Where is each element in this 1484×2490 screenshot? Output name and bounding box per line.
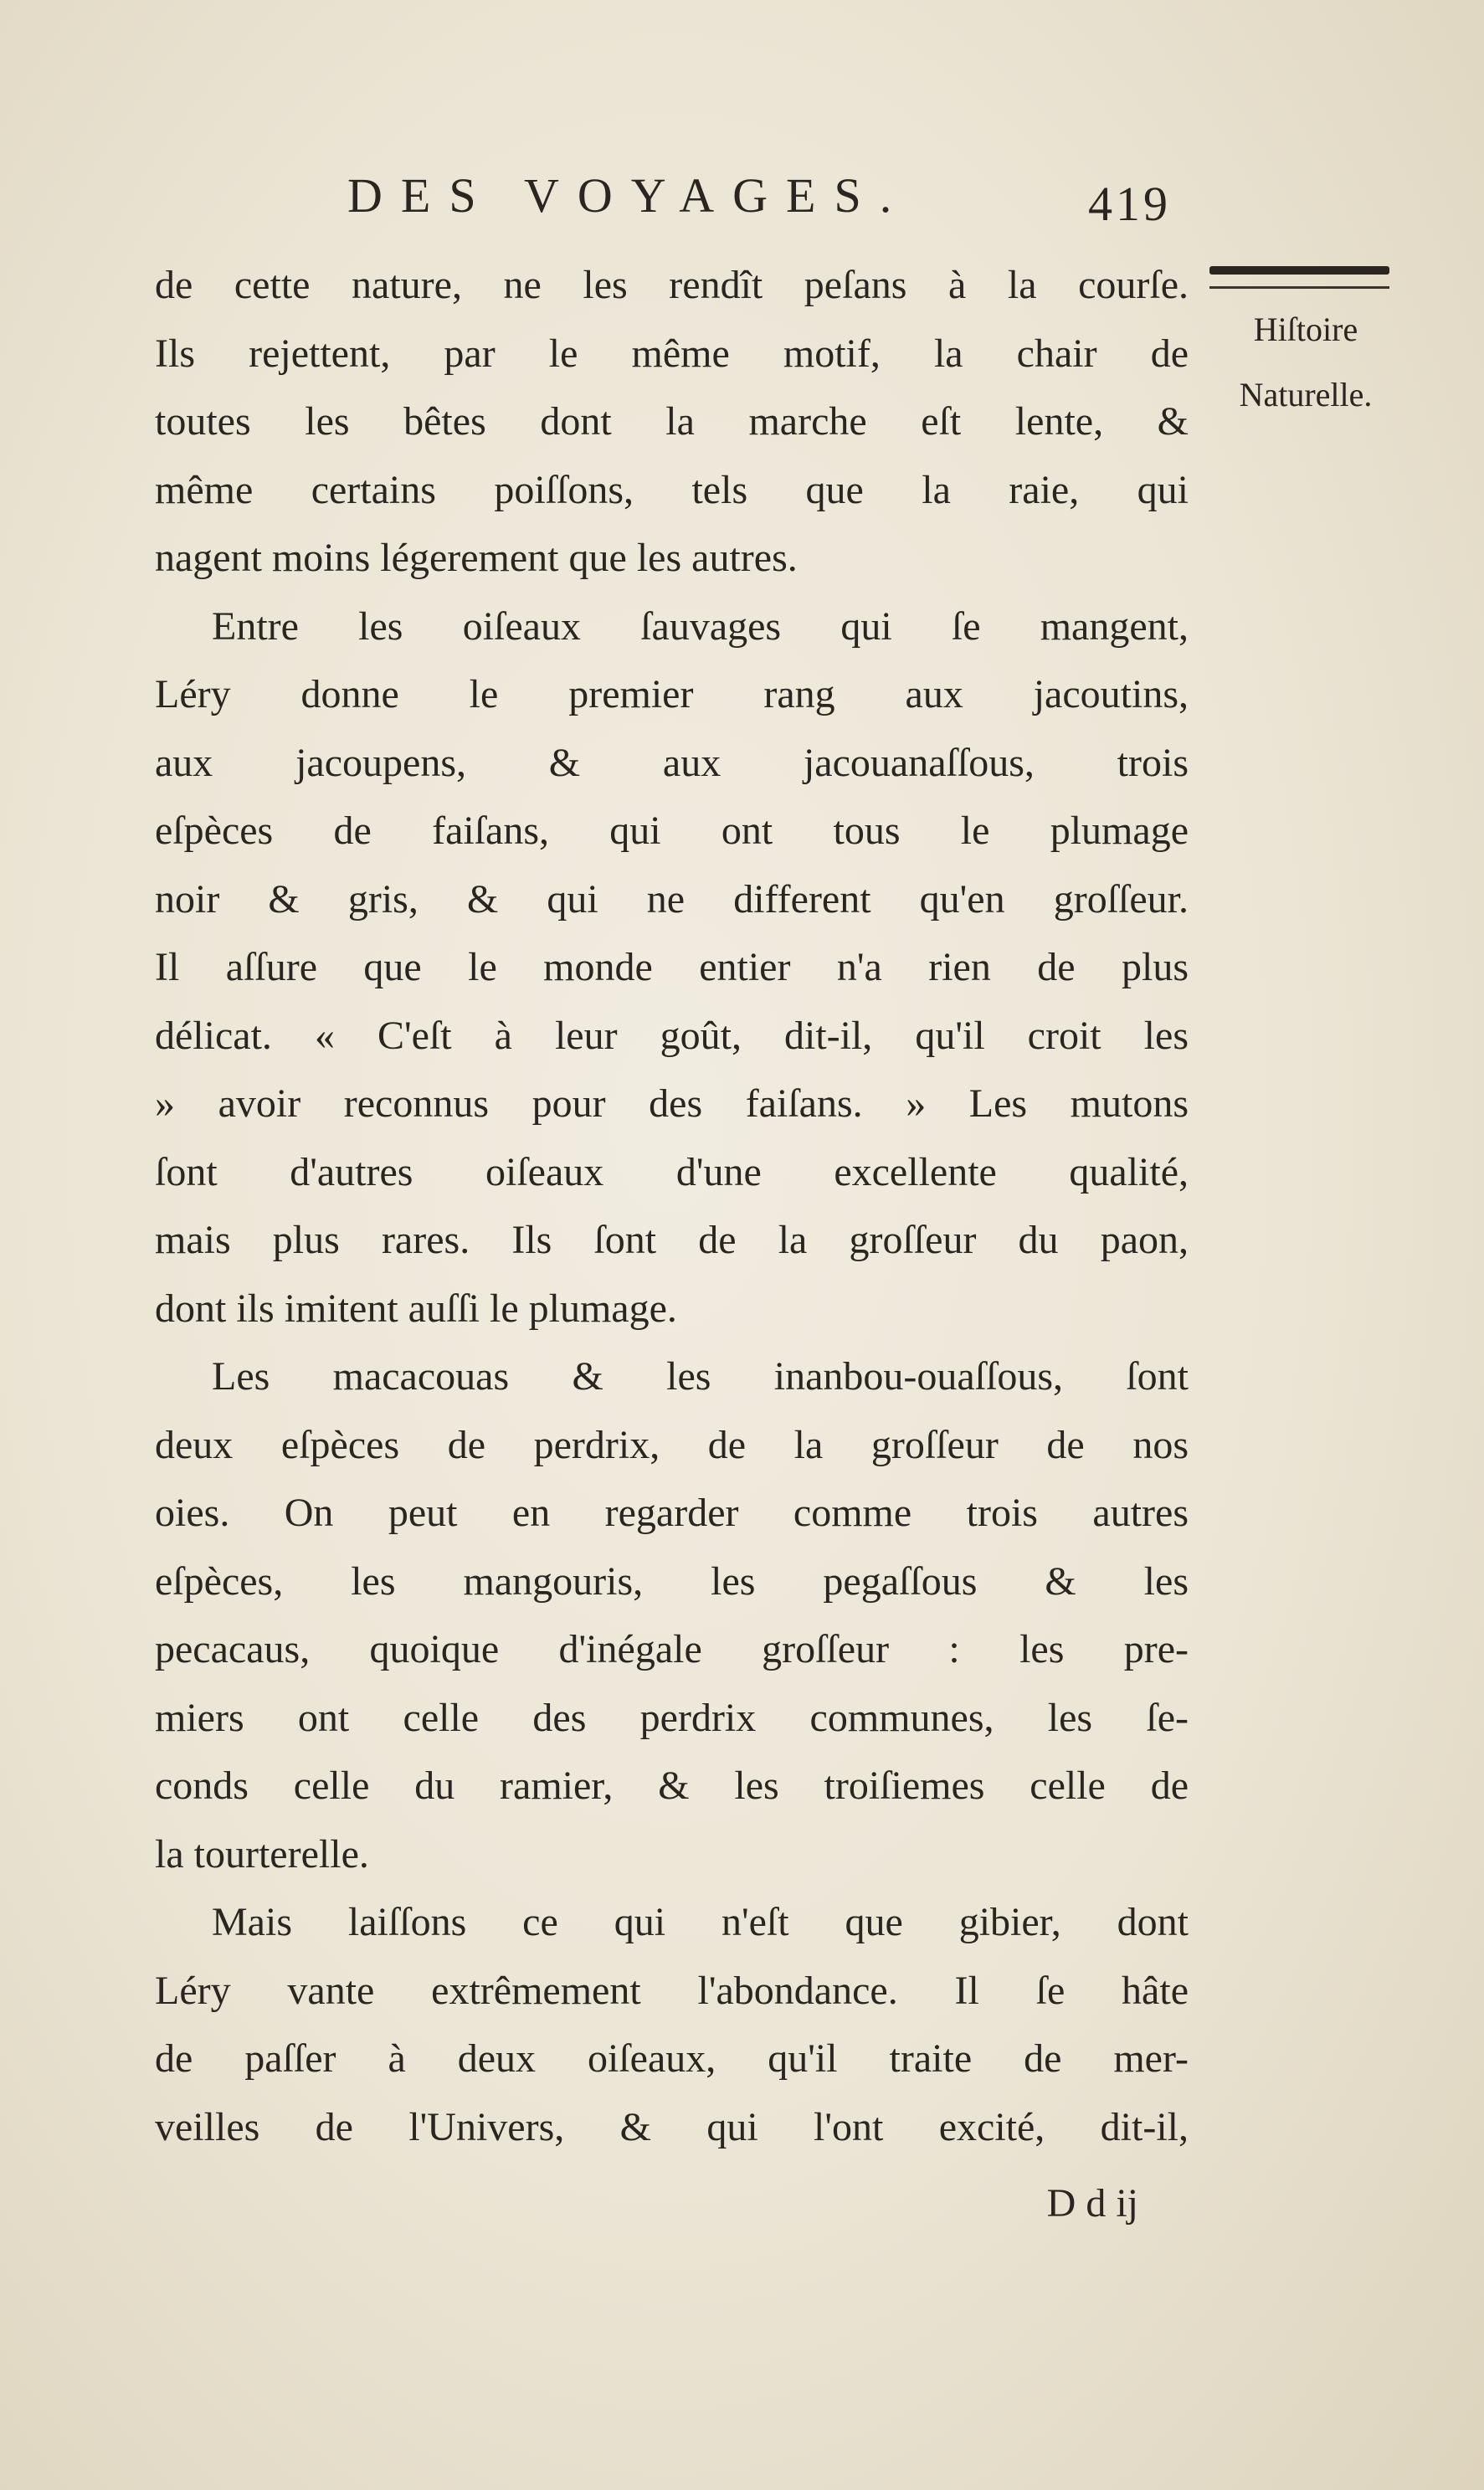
page-number: 419	[1088, 177, 1171, 231]
text-line: » avoir reconnus pour des faiſans. » Les mutons	[155, 1081, 1189, 1126]
text-line: toutes les bêtes dont la marche eſt lente, &	[155, 399, 1189, 444]
margin-rule-thin	[1209, 286, 1389, 289]
text-line: Entre les oiſeaux ſauvages qui ſe mangent,	[212, 603, 1189, 649]
text-line: de paſſer à deux oiſeaux, qu'il traite de mer-	[155, 2036, 1189, 2081]
text-line: deux eſpèces de perdrix, de la groſſeur de nos	[155, 1422, 1189, 1467]
text-line: conds celle du ramier, & les troiſiemes celle de	[155, 1764, 1189, 1808]
signature-mark: D d ij	[1046, 2181, 1138, 2226]
running-head: DES VOYAGES.	[347, 168, 911, 223]
text-line: aux jacoupens, & aux jacouanaſſous, trois	[155, 740, 1189, 785]
text-line: la tourterelle.	[155, 1831, 369, 1876]
text-line: dont ils imitent auſſi le plumage.	[155, 1286, 677, 1331]
margin-note-line: Naturelle.	[1239, 376, 1373, 413]
text-line: oies. On peut en regarder comme trois autres	[155, 1491, 1189, 1535]
margin-note	[1205, 297, 1406, 428]
body-text	[155, 251, 1189, 2238]
text-line: Il aſſure que le monde entier n'a rien de plus	[155, 945, 1189, 989]
text-line: noir & gris, & qui ne different qu'en groſſeur.	[155, 876, 1189, 922]
text-line: eſpèces, les mangouris, les pegaſſous & les	[155, 1558, 1189, 1604]
text-line: eſpèces de faiſans, qui ont tous le plumage	[155, 809, 1189, 853]
margin-rule	[1209, 266, 1389, 275]
text-line: pecacaus, quoique d'inégale groſſeur : les pre-	[155, 1627, 1189, 1671]
margin-note-line: Hiſtoire	[1253, 311, 1358, 348]
text-line: Ils rejettent, par le même motif, la chair de	[155, 331, 1189, 376]
text-line: Mais laiſſons ce qui n'eſt que gibier, dont	[212, 1900, 1189, 1944]
text-line: Les macacouas & les inanbou-ouaſſous, ſont	[212, 1354, 1189, 1399]
text-line: ſont d'autres oiſeaux d'une excellente qualité,	[155, 1149, 1189, 1194]
text-line: Léry donne le premier rang aux jacoutins,	[155, 672, 1189, 716]
text-line: mais plus rares. Ils ſont de la groſſeur du paon,	[155, 1218, 1189, 1262]
text-line: délicat. « C'eſt à leur goût, dit-il, qu'il croit les	[155, 1013, 1189, 1058]
text-line: de cette nature, ne les rendît peſans à la courſe.	[155, 263, 1189, 307]
text-line: nagent moins légerement que les autres.	[155, 536, 798, 580]
text-line: même certains poiſſons, tels que la raie, qui	[155, 467, 1189, 512]
text-line: veilles de l'Univers, & qui l'ont excité, dit-il,	[155, 2104, 1189, 2149]
text-line: Léry vante extrêmement l'abondance. Il ſe hâte	[155, 1968, 1189, 2013]
text-line: miers ont celle des perdrix communes, les ſe-	[155, 1695, 1189, 1740]
